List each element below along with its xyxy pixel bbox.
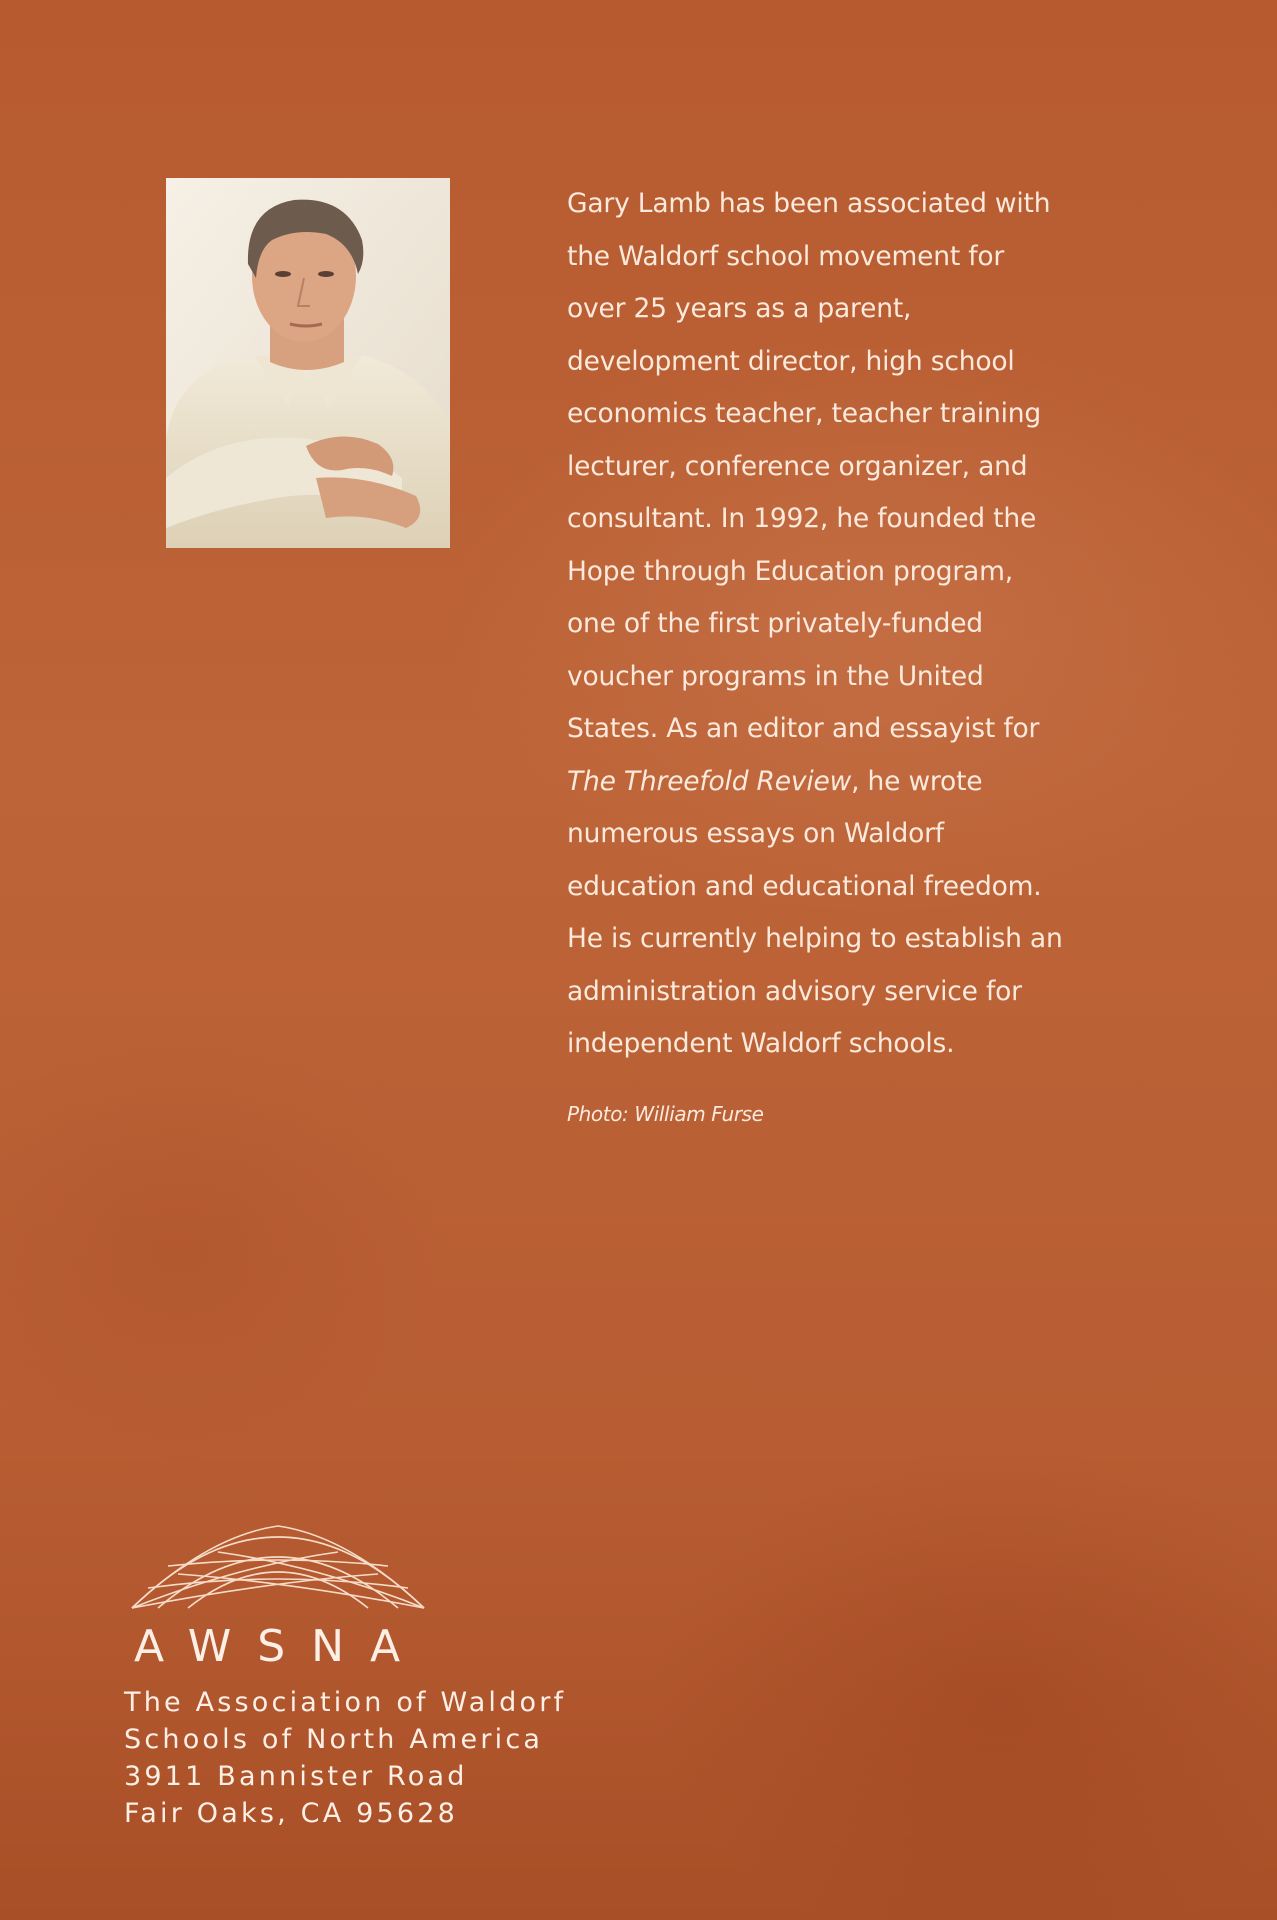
bio-line: over 25 years as a parent, bbox=[567, 293, 912, 324]
bio-line: He is currently helping to establish an bbox=[567, 923, 1063, 954]
bio-line: voucher programs in the United bbox=[567, 660, 984, 692]
author-bio bbox=[567, 178, 1127, 1071]
bio-line: Gary Lamb has been associated with bbox=[567, 188, 1051, 219]
bio-line: Hope through Education program, bbox=[567, 555, 1013, 587]
author-portrait-icon bbox=[166, 178, 450, 548]
bio-line: lecturer, conference organizer, and bbox=[567, 450, 1028, 482]
bio-line: independent Waldorf schools. bbox=[567, 1028, 955, 1059]
organization-address bbox=[124, 1684, 566, 1832]
photo-credit: Photo: William Furse bbox=[567, 1102, 764, 1126]
address-line: The Association of Waldorf bbox=[124, 1687, 567, 1718]
bio-line: States. As an editor and essayist for bbox=[567, 713, 1040, 744]
author-photo bbox=[166, 178, 450, 548]
bio-line: the Waldorf school movement for bbox=[567, 240, 1005, 272]
address-line: Schools of North America bbox=[124, 1724, 544, 1755]
bio-line: economics teacher, teacher training bbox=[567, 398, 1041, 429]
bio-line-title bbox=[567, 756, 1127, 809]
awsna-logo-text: AWSNA bbox=[134, 1621, 427, 1672]
bio-line: consultant. In 1992, he founded the bbox=[567, 503, 1037, 534]
bio-line: education and educational freedom. bbox=[567, 870, 1042, 902]
bio-line: development director, high school bbox=[567, 345, 1015, 377]
bio-line: administration advisory service for bbox=[567, 975, 1022, 1007]
address-line: Fair Oaks, CA 95628 bbox=[124, 1798, 459, 1829]
address-line: 3911 Bannister Road bbox=[124, 1761, 468, 1792]
publication-title: The Threefold Review bbox=[567, 765, 852, 797]
bio-line: one of the first privately-funded bbox=[567, 608, 983, 639]
bio-line: numerous essays on Waldorf bbox=[567, 818, 944, 849]
bio-line-continuation: , he wrote bbox=[851, 765, 983, 797]
dome-logo-icon bbox=[128, 1496, 428, 1612]
